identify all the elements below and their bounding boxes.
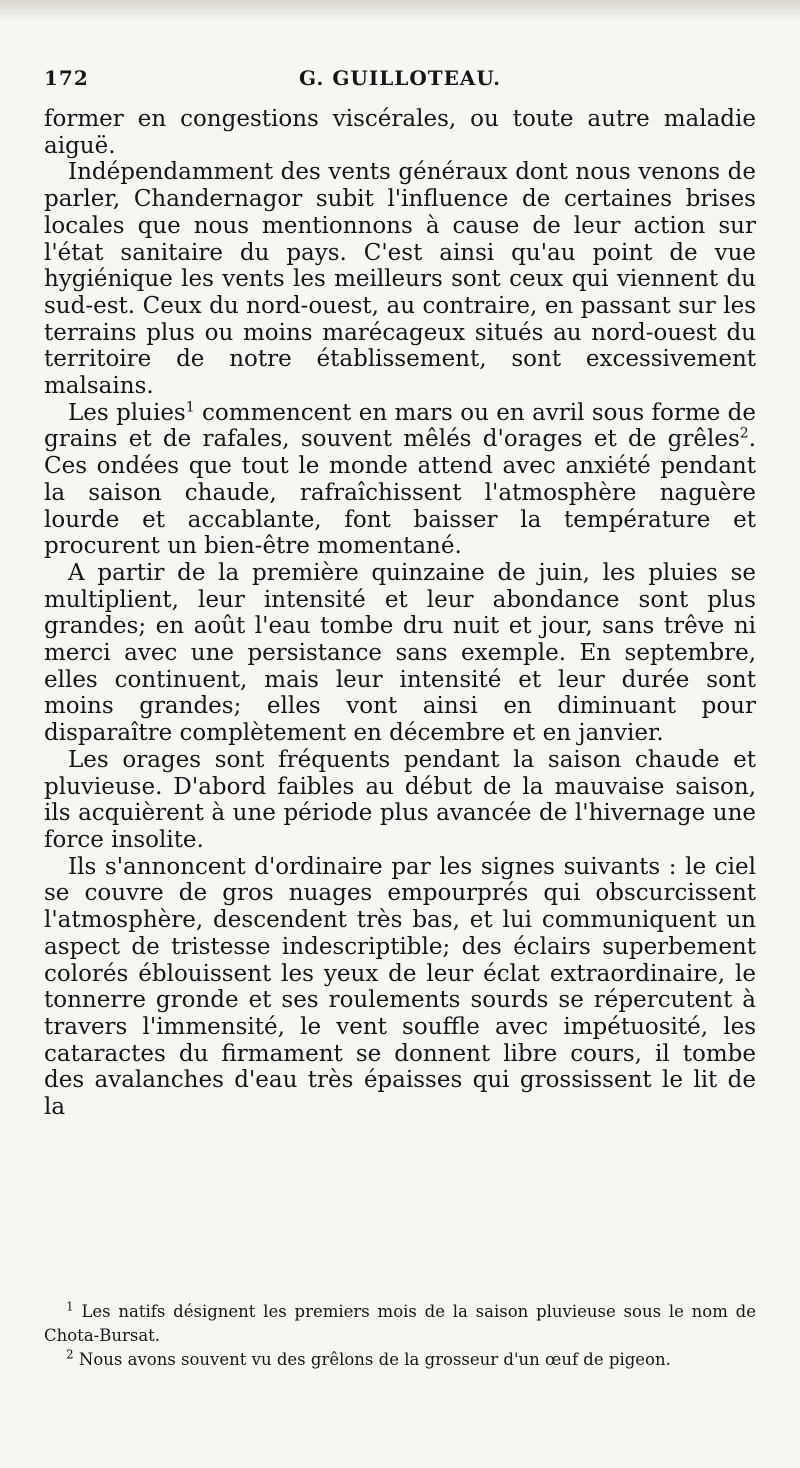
footnote-2-mark: 2 (66, 1347, 74, 1362)
footnote-2-text: Nous avons souvent vu des grêlons de la grosseur d'un œuf de pigeon. (78, 1350, 671, 1369)
paragraph-4: A partir de la première quinzaine de juin, les pluies se multiplient, leur intensité et leur abondance sont plus grandes; en août l'eau tombe dru nuit et jour, sans trêve ni merci avec une persistance sans exemple. En septembre, elles continuent, mais leur intensité et leur durée sont moins grandes; elles vont ainsi en diminuant pour disparaître complètement en décembre et en janvier. (44, 559, 756, 747)
running-title: G. GUILLOTEAU. (299, 66, 501, 90)
paragraph-3-part-a: Les pluies (68, 399, 186, 426)
paragraph-1: former en congestions viscérales, ou toute autre maladie aiguë. (44, 106, 756, 159)
footnote-1 (44, 1300, 756, 1348)
paragraph-3-part-c: . Ces ondées que tout le monde attend avec anxiété pendant la saison chaude, rafraîchissent l'atmosphère naguère lourde et accablante, font baisser la température et procurent un bien-être momentané. (44, 426, 756, 560)
paragraph-2: Indépendamment des vents généraux dont nous venons de parler, Chandernagor subit l'influence de certaines brises locales que nous mentionnons à cause de leur action sur l'état sanitaire du pays. C'est ainsi qu'au point de vue hygiénique les vents les meilleurs sont ceux qui viennent du sud-est. Ceux du nord-ouest, au contraire, en passant sur les terrains plus ou moins marécageux situés au nord-ouest du territoire de notre établissement, sont excessivement malsains. (44, 159, 756, 400)
footnote-1-text: Les natifs désignent les premiers mois de la saison pluvieuse sous le nom de Chota-Bursat. (44, 1302, 756, 1345)
paragraph-3-part-b: commencent en mars ou en avril sous forme de grains et de rafales, souvent mêlés d'orages et de grêles (44, 399, 756, 453)
body-text (44, 106, 756, 1121)
footnotes (44, 1300, 756, 1372)
paragraph-6: Ils s'annoncent d'ordinaire par les signes suivants : le ciel se couvre de gros nuages empourprés qui obscurcissent l'atmosphère, descendent très bas, et lui communiquent un aspect de tristesse indescriptible; des éclairs superbement colorés éblouissent les yeux de leur éclat extraordinaire, le tonnerre gronde et ses roulements sourds se répercutent à travers l'immensité, le vent souffle avec impétuosité, les cataractes du firmament se donnent libre cours, il tombe des avalanches d'eau très épaisses qui grossissent le lit de la (44, 853, 756, 1121)
scan-edge (0, 0, 800, 22)
footnote-ref-2: 2 (739, 425, 749, 442)
paragraph-3 (44, 400, 756, 560)
footnote-ref-1: 1 (185, 399, 195, 416)
footnote-1-mark: 1 (66, 1299, 74, 1314)
page-number: 172 (44, 66, 89, 90)
paragraph-5: Les orages sont fréquents pendant la saison chaude et pluvieuse. D'abord faibles au début de la mauvaise saison, ils acquièrent à une période plus avancée de l'hivernage une force insolite. (44, 746, 756, 853)
running-head (44, 66, 756, 90)
footnote-2 (44, 1348, 756, 1372)
